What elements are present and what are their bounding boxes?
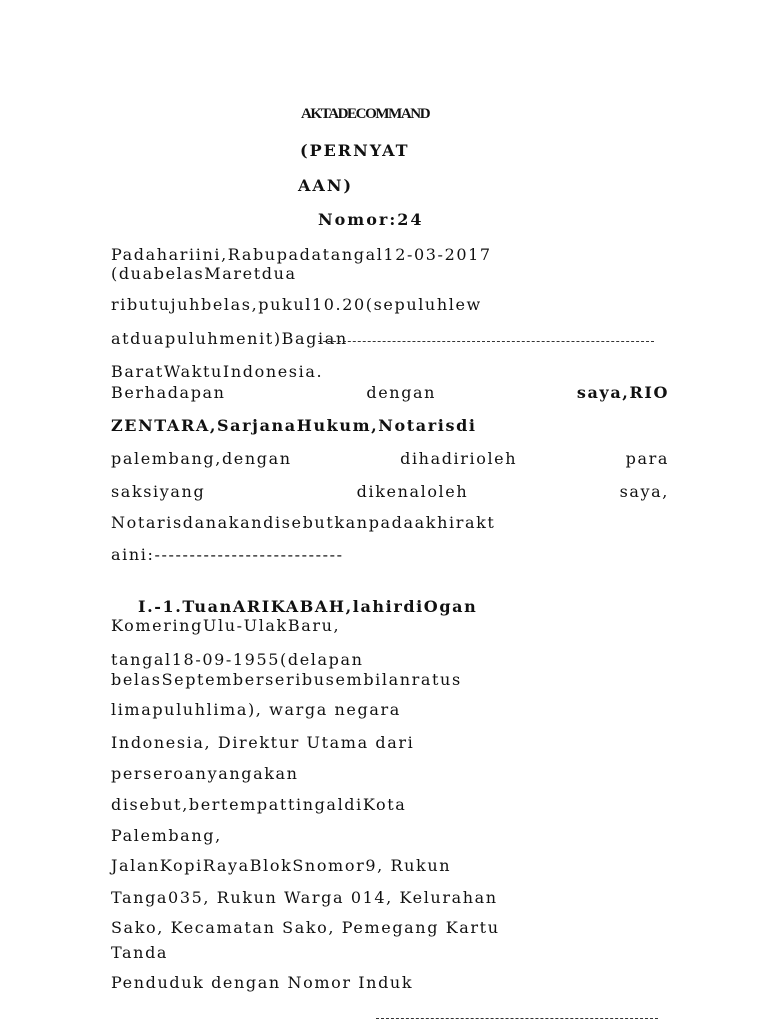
paragraph2-line4: belasSeptemberseribusembilanratus [111, 670, 462, 689]
paragraph2-line12: Sako, Kecamatan Sako, Pemegang Kartu [111, 918, 500, 937]
word: palembang,dengan [111, 449, 292, 468]
paragraph2-line6: Indonesia, Direktur Utama dari [111, 733, 415, 752]
word: saya, [619, 482, 669, 501]
paragraph1-line5: BaratWaktuIndonesia. [111, 362, 324, 381]
paragraph1-line8 [111, 451, 669, 467]
paragraph1-line2: (duabelasMaretdua [111, 264, 297, 283]
dashed-rule [318, 341, 654, 342]
notary-name: ZENTARA,SarjanaHukum,Notarisdi [111, 416, 477, 435]
paragraph2-line14: Penduduk dengan Nomor Induk [111, 973, 414, 992]
deed-number: Nomor:24 [318, 210, 424, 229]
paragraph1-line1: Padahariini,Rabupadatangal12-03-2017 [111, 245, 492, 264]
paragraph2-line9: Palembang, [111, 826, 222, 845]
word: dihadirioleh [400, 449, 518, 468]
paragraph2-line10: JalanKopiRayaBlokSnomor9, Rukun [111, 856, 452, 875]
word: para [625, 449, 669, 468]
word: saksiyang [111, 482, 206, 501]
word: saya,RIO [576, 383, 669, 402]
paragraph1-line6 [111, 385, 669, 401]
paragraph1-line11: aini:--------------------------- [111, 545, 344, 564]
deed-subtitle-line1: (PERNYAT [300, 141, 410, 160]
word: dengan [366, 383, 437, 402]
dashed-rule-bottom [376, 1018, 658, 1019]
paragraph2-line3: tangal18-09-1955(delapan [111, 650, 364, 669]
paragraph1-line10: Notarisdanakandisebutkanpadaakhirakt [111, 513, 496, 532]
paragraph1-line9 [111, 484, 669, 500]
deed-title: AKTADECOMMAND [301, 106, 430, 122]
paragraph2-line1: I.-1.TuanARIKABAH,lahirdiOgan [138, 597, 478, 616]
paragraph2-line2: KomeringUlu-UlakBaru, [111, 616, 341, 635]
paragraph2-line13: Tanda [111, 943, 169, 962]
deed-subtitle-line2: AAN) [298, 176, 354, 195]
paragraph2-line5: limapuluhlima), warga negara [111, 700, 401, 719]
paragraph1-line4: atduapuluhmenit)Bagian [111, 329, 348, 348]
paragraph1-line3: ributujuhbelas,pukul10.20(sepuluhlew [111, 295, 482, 314]
paragraph2-line7: perseroanyangakan [111, 764, 299, 783]
paragraph2-line8: disebut,bertempattingaldiKota [111, 795, 407, 814]
paragraph2-line11: Tanga035, Rukun Warga 014, Kelurahan [111, 888, 498, 907]
word: dikenaloleh [356, 482, 469, 501]
paragraph1-line7 [111, 418, 477, 434]
word: Berhadapan [111, 383, 226, 402]
